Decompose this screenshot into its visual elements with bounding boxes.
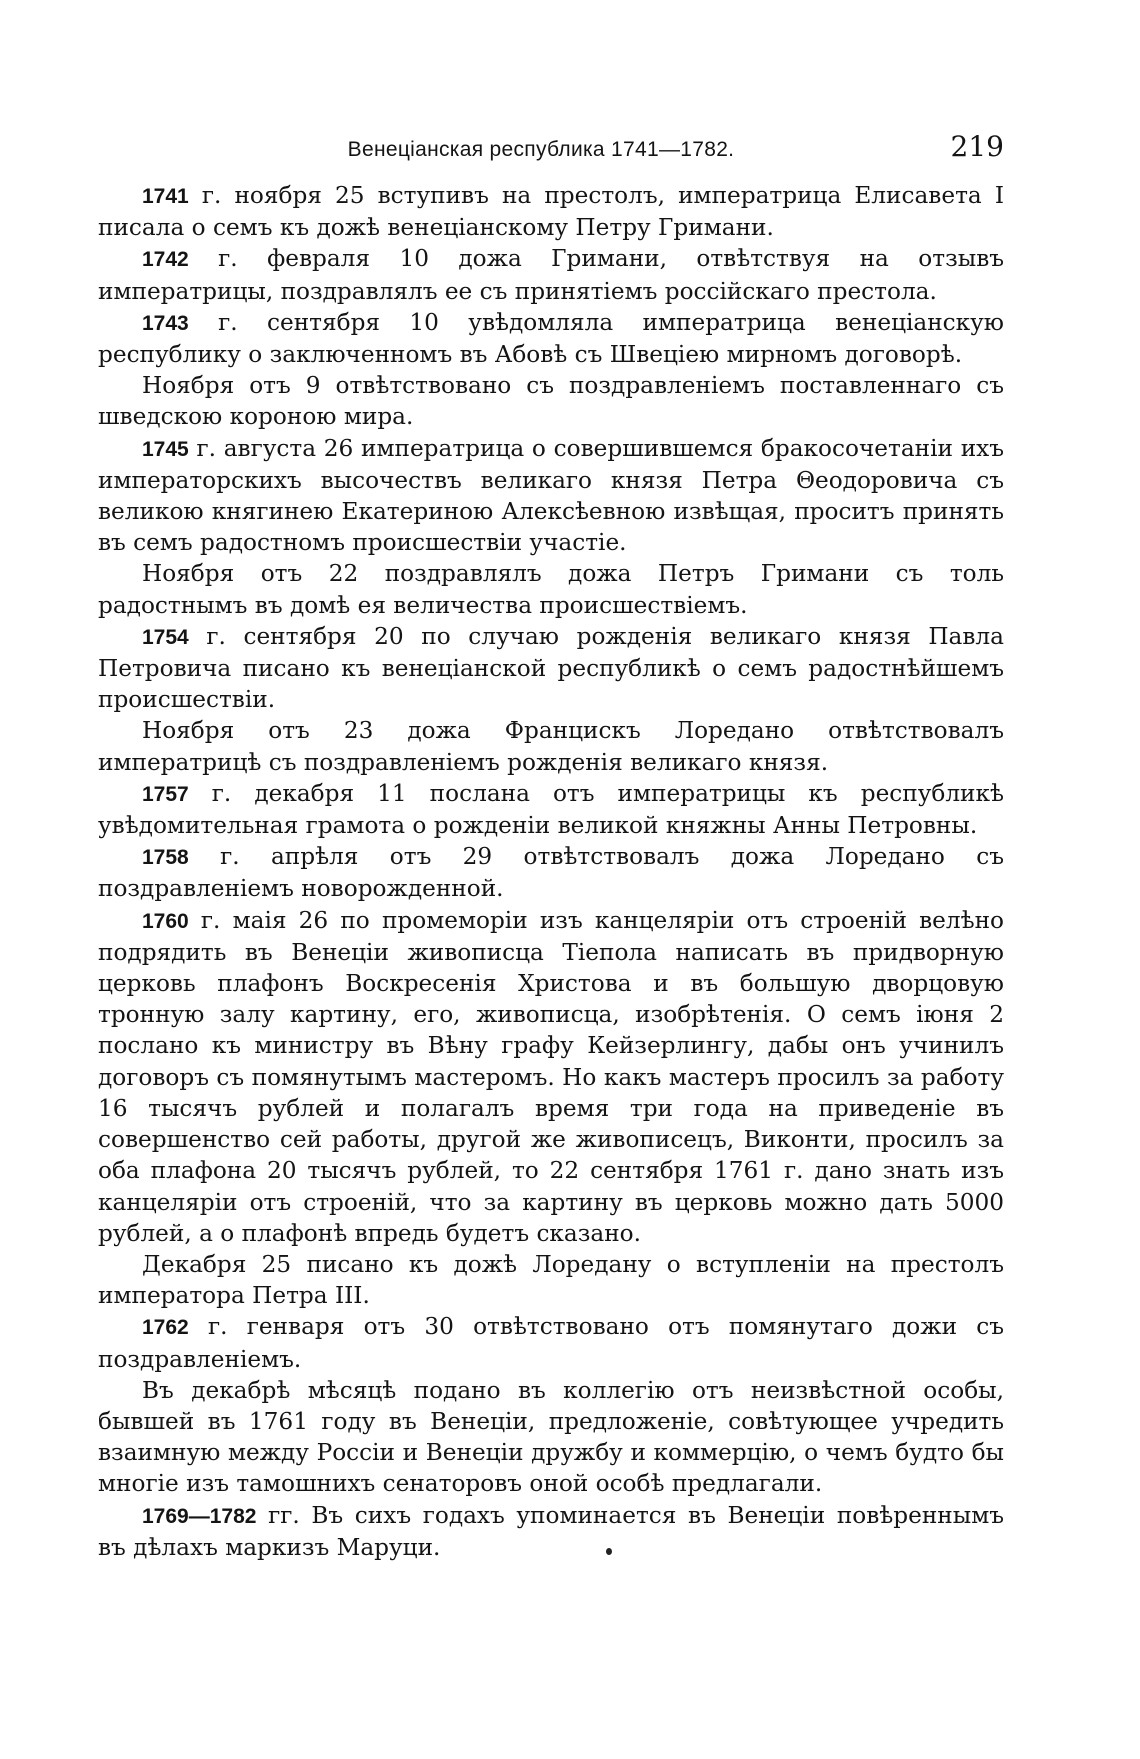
- paragraph-1760: [98, 905, 1004, 1249]
- paragraph-1769-1782: [98, 1500, 1004, 1563]
- year: 1757: [142, 782, 189, 806]
- paragraph-1742: [98, 243, 1004, 306]
- year: 1754: [142, 625, 189, 649]
- paragraph-text: г. генваря отъ 30 отвѣтствовано отъ помянутаго дожи съ поздравленіемъ.: [98, 1313, 1004, 1373]
- running-head: [98, 130, 1004, 170]
- paragraph-1758: [98, 841, 1004, 904]
- paragraph-text: гг. Въ сихъ годахъ упоминается въ Венеціи повѣреннымъ въ дѣлахъ маркизъ Маруци.: [98, 1501, 1004, 1561]
- year: 1762: [142, 1316, 189, 1340]
- ink-dot-mark: [606, 1548, 612, 1555]
- paragraph-text: г. ноября 25 вступивъ на престолъ, императрица Елисавета I писала о семъ къ дожѣ венеціанскому Петру Гримани.: [98, 182, 1004, 242]
- paragraph-text: г. апрѣля отъ 29 отвѣтствовалъ дожа Лоредано съ поздравленіемъ новорожденной.: [98, 843, 1004, 903]
- paragraph-text: г. сентября 10 увѣдомляла императрица венеціанскую республику о заключенномъ въ Абовѣ съ Швеціею мирномъ договорѣ.: [98, 308, 1004, 369]
- paragraph-text: Декабря 25 писано къ дожѣ Лоредану о вступленіи на престолъ императора Петра III.: [98, 1250, 1004, 1310]
- year: 1745: [142, 437, 189, 461]
- book-page: [98, 0, 1004, 1759]
- paragraph-text: г. февраля 10 дожа Гримани, отвѣтствуя на отзывъ императрицы, поздравлялъ ее съ принятіемъ россійскаго престола.: [98, 245, 1004, 305]
- paragraph-text: Въ декабрѣ мѣсяцѣ подано въ коллегію отъ неизвѣстной особы, бывшей въ 1761 году въ Венеціи, предложеніе, совѣтующее учредить взаимную между Россіи и Венеціи дружбу и коммерцію, о чемъ будто бы многіе изъ тамошнихъ сенаторовъ оной особѣ предлагали.: [98, 1376, 1004, 1498]
- page-number: 219: [950, 130, 1004, 163]
- paragraph-text: Ноября отъ 22 поздравлялъ дожа Петръ Гримани съ толь радостнымъ въ домѣ ея величества происшествіемъ.: [98, 560, 1004, 619]
- paragraph-1762: [98, 1311, 1004, 1374]
- year: 1742: [142, 248, 189, 272]
- paragraph-text: Ноября отъ 23 дожа Францискъ Лоредано отвѣтствовалъ императрицѣ съ поздравленіемъ рожденія великаго князя.: [98, 717, 1004, 776]
- paragraph-1745: [98, 433, 1004, 559]
- paragraph-text: г. маія 26 по промеморіи изъ канцеляріи отъ строеній велѣно подрядить въ Венеціи живописца Тіепола написать въ придворную церковь плафонъ Воскресенія Христова и въ большую дворцовую тронную залу картину, его, живописца, изобрѣтенія. О семъ іюня 2 послано къ министру въ Вѣну графу Кейзерлингу, дабы онъ учинилъ договоръ съ помянутымъ мастеромъ. Но какъ мастеръ просилъ за работу 16 тысячъ рублей и полагалъ время три года на приведеніе въ совершенство сей работы, другой же живописецъ, Виконти, просилъ за оба плафона 20 тысячъ рублей, то 22 сентября 1761 г. дано знать изъ канцеляріи отъ строеній, что за картину въ церковь можно дать 5000 рублей, а о плафонѣ впредь будетъ сказано.: [98, 906, 1004, 1247]
- body-text: [98, 180, 1004, 1563]
- paragraph-text: г. сентября 20 по случаю рожденія великаго князя Павла Петровича писано къ венеціанской республикѣ о семъ радостнѣйшемъ происшествіи.: [98, 622, 1004, 714]
- paragraph-1761-december: [98, 1249, 1004, 1311]
- year: 1769—1782: [142, 1504, 257, 1528]
- paragraph-1754: [98, 621, 1004, 716]
- paragraph-1745-november: [98, 558, 1004, 620]
- paragraph-1757: [98, 778, 1004, 841]
- year: 1758: [142, 846, 189, 870]
- running-title: Венеціанская республика 1741—1782.: [347, 138, 735, 161]
- paragraph-1743-november: [98, 370, 1004, 432]
- paragraph-1743: [98, 307, 1004, 370]
- paragraph-text: г. августа 26 императрица о совершившемся бракосочетаніи ихъ императорскихъ высочествъ великаго князя Петра Θеодоровича съ великою княгинею Екатериною Алексѣевною извѣщая, проситъ принять въ семъ радостномъ происшествіи участіе.: [98, 434, 1004, 557]
- paragraph-1762-december: [98, 1375, 1004, 1500]
- paragraph-text: Ноября отъ 9 отвѣтствовано съ поздравленіемъ поставленнаго съ шведскою короною мира.: [98, 372, 1004, 431]
- year: 1741: [142, 185, 189, 208]
- year: 1743: [142, 311, 189, 335]
- year: 1760: [142, 909, 189, 933]
- paragraph-text: г. декабря 11 послана отъ императрицы къ республикѣ увѣдомительная грамота о рожденіи великой княжны Анны Петровны.: [98, 779, 1004, 840]
- paragraph-1754-november: [98, 715, 1004, 777]
- paragraph-1741: [98, 180, 1004, 243]
